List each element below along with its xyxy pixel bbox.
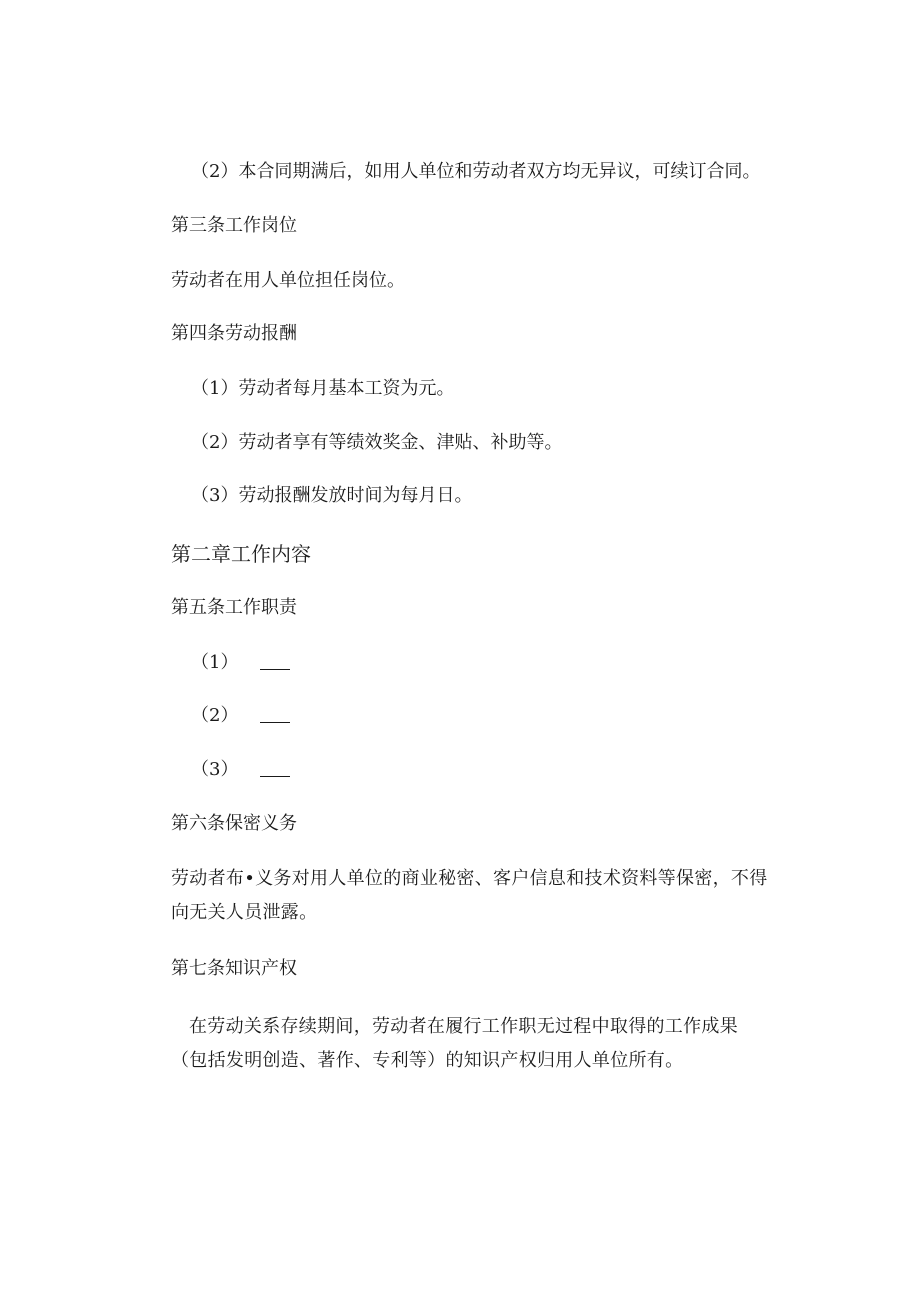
article-5-title: 第五条工作职责 [171, 597, 297, 618]
article-6-title: 第六条保密义务 [171, 813, 297, 834]
article-6-body: 劳动者布•义务对用人单位的商业秘密、客户信息和技术资料等保密，不得向无关人员泄露。 [171, 868, 768, 923]
article-5-item-1 [191, 652, 290, 674]
chapter-2-title: 第二章工作内容 [171, 542, 311, 566]
article-5-item-2-number: （2） [191, 705, 239, 726]
article-7-title: 第七条知识产权 [171, 958, 297, 979]
renewal-clause: （2）本合同期满后，如用人单位和劳动者双方均无异议，可续订合同。 [191, 161, 761, 182]
blank-underline [260, 669, 290, 670]
article-3-title: 第三条工作岗位 [171, 215, 297, 236]
article-3-body: 劳动者在用人单位担任岗位。 [171, 270, 405, 291]
article-7-body: 在劳动关系存续期间，劳动者在履行工作职无过程中取得的工作成果（包括发明创造、著作、专利等）的知识产权归用人单位所有。 [171, 1016, 738, 1071]
article-5-item-3-number: （3） [191, 759, 239, 780]
article-4-item-2: （2）劳动者享有等绩效奖金、津贴、补助等。 [191, 432, 563, 453]
blank-underline [260, 722, 290, 723]
blank-underline [260, 776, 290, 777]
article-5-item-3 [191, 759, 290, 781]
article-4-item-3: （3）劳动报酬发放时间为每月日。 [191, 485, 473, 506]
article-4-item-1: （1）劳动者每月基本工资为元。 [191, 378, 455, 399]
article-5-item-2 [191, 705, 290, 727]
article-5-item-1-number: （1） [191, 652, 239, 673]
article-4-title: 第四条劳动报酬 [171, 323, 297, 344]
